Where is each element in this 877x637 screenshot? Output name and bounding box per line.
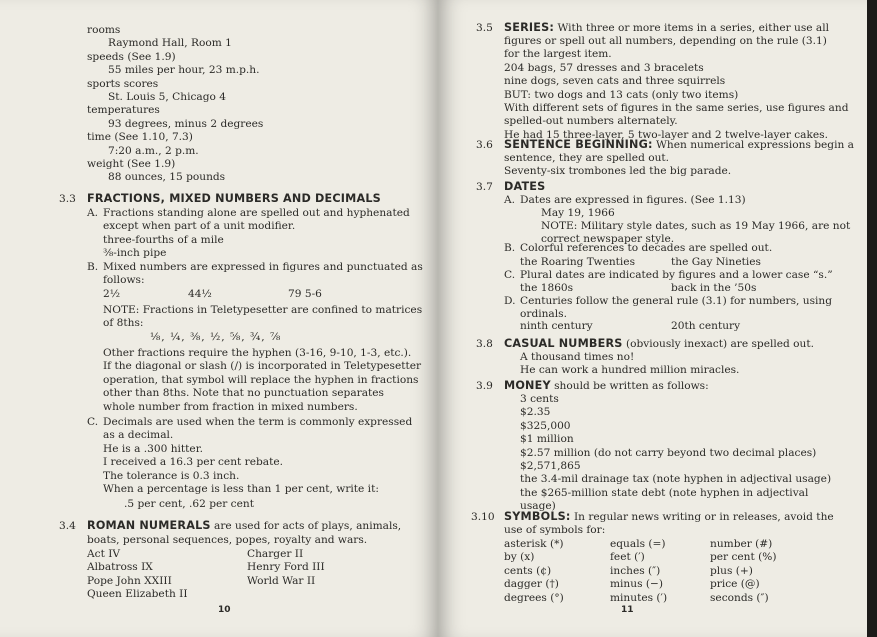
page-number-right: 11 (621, 605, 634, 615)
roman-numerals-intro: ROMAN NUMERALS are used for acts of plays, animals, (87, 519, 402, 532)
item-c-text: Decimals are used when the term is commonly expressed as a decimal. He is a .300 hitter. I received a 16.3 per cent rebate. The tolerance is 0.3 inch. When a percentage is less than 1 per cent, write it: (103, 416, 413, 496)
item-label-a: A. (87, 207, 99, 219)
series-first-line: SERIES: With three or more items in a series, either use all (504, 21, 830, 34)
sentence-beginning-body: sentence, they are spelled out. Seventy-six trombones led the big parade. (504, 152, 732, 178)
list-item-term: rooms (87, 24, 121, 36)
roman-numerals-text: boats, personal sequences, popes, royalty and wars. (87, 534, 368, 546)
section-number-3-4: 3.4 (59, 520, 76, 532)
section-number-3-8: 3.8 (476, 338, 493, 350)
right-page (438, 0, 867, 637)
list-item-example: Raymond Hall, Room 1 (108, 37, 232, 50)
item-b-other: Other fractions require the hyphen (3-16, 9-10, 1-3, etc.). If the diagonal or slash (/) is incorporated in Teletypesetter operation, that symbol will replace the hyphen in fractions other than 8ths. Note that no punctuation separates whole number from fraction in mixed numbers. (103, 347, 422, 413)
symbols-col2: equals (=) feet (′) inches (″) minus (−) minutes (′) (610, 538, 668, 604)
list-item-term: weight (See 1.9) (87, 158, 176, 171)
item-a-text: Fractions standing alone are spelled out and hyphenated except when part of a unit modifier. three-fourths of a mile ⅜-inch pipe (103, 207, 410, 260)
list-item-term: temperatures (87, 104, 160, 117)
percent-example: .5 per cent, .62 per cent (124, 498, 254, 510)
item-b-text: Mixed numbers are expressed in figures and punctuated as follows: (103, 261, 423, 287)
roman-examples-col1: Act IV Albatross IX Pope John XXIII Queen Elizabeth II (87, 548, 188, 601)
item-label-b: B. (504, 242, 516, 254)
section-number-3-9: 3.9 (476, 380, 493, 392)
section-number-3-3: 3.3 (59, 193, 76, 205)
section-number-3-5: 3.5 (476, 22, 493, 34)
book-edge (867, 0, 877, 637)
dates-c-example: back in the ’50s (671, 282, 757, 294)
section-number-3-7: 3.7 (476, 181, 493, 193)
item-label-a: A. (504, 194, 516, 206)
list-item-example: St. Louis 5, Chicago 4 (108, 91, 226, 104)
casual-numbers-first-line: CASUAL NUMBERS (obviously inexact) are spelled out. (504, 337, 814, 350)
symbols-col1: asterisk (*) by (x) cents (¢) dagger (†) degrees (°) (504, 538, 564, 604)
section-heading-series: SERIES: (504, 21, 555, 34)
continued-list (87, 24, 263, 185)
section-heading-symbols: SYMBOLS: (504, 510, 571, 523)
mixed-number-example: 2½ (103, 288, 121, 300)
section-number-3-10: 3.10 (471, 511, 495, 523)
dates-d-text: Centuries follow the general rule (3.1) for numbers, using ordinals. (520, 295, 833, 321)
list-item-example: 7:20 a.m., 2 p.m. (108, 144, 199, 157)
list-item-term: time (See 1.10, 7.3) (87, 131, 193, 144)
section-heading-sentence-beginning: SENTENCE BEGINNING: (504, 138, 653, 151)
mixed-number-example: 44½ (188, 288, 212, 300)
mixed-number-example: 79 5-6 (288, 288, 322, 300)
list-item-term: speeds (See 1.9) (87, 50, 176, 63)
dates-b-example: the Gay Nineties (671, 256, 761, 268)
section-heading-fractions: FRACTIONS, MIXED NUMBERS AND DECIMALS (87, 192, 381, 205)
dates-a-note: NOTE: Military style dates, such as 19 May 1966, are not correct newspaper style. (541, 220, 851, 246)
item-label-d: D. (504, 295, 516, 307)
fractions-note: NOTE: Fractions in Teletypesetter are confined to matrices of 8ths: (103, 304, 423, 330)
fraction-matrices: ⅛, ¼, ⅜, ½, ⅝, ¾, ⅞ (150, 331, 282, 343)
item-label-c: C. (504, 269, 516, 281)
money-examples: 3 cents $2.35 $325,000 $1 million $2.57 million (do not carry beyond two decimal places) $2,571,865 the 3.4-mil drainage tax (note hyphen in adjectival usage) the $265-million state debt (note hyphen in adjectival usage) (520, 393, 832, 513)
dates-c-example: the 1860s (520, 282, 574, 294)
dates-b-example: the Roaring Twenties (520, 256, 636, 268)
dates-c-text: Plural dates are indicated by figures and a lower case “s.” (520, 269, 833, 281)
item-label-b: B. (87, 261, 99, 273)
section-heading-roman-numerals: ROMAN NUMERALS (87, 519, 211, 532)
list-item-example: 88 ounces, 15 pounds (108, 171, 226, 184)
dates-a-example: May 19, 1966 (541, 207, 615, 219)
symbols-col3: number (#) per cent (%) plus (+) price (@) seconds (″) (710, 538, 777, 604)
section-heading-money: MONEY (504, 379, 551, 392)
left-page (0, 0, 438, 637)
dates-b-text: Colorful references to decades are spelled out. (520, 242, 773, 254)
section-number-3-6: 3.6 (476, 139, 493, 151)
dates-a-text: Dates are expressed in figures. (See 1.13) (520, 194, 746, 206)
section-heading-casual-numbers: CASUAL NUMBERS (504, 337, 623, 350)
dates-d-example: ninth century (520, 320, 593, 332)
dates-d-example: 20th century (671, 320, 741, 332)
symbols-second-line: use of symbols for: (504, 524, 606, 536)
section-heading-dates: DATES (504, 180, 546, 193)
list-item-term: sports scores (87, 77, 159, 90)
money-first-line: MONEY should be written as follows: (504, 379, 709, 392)
sentence-beginning-first-line: SENTENCE BEGINNING: When numerical expressions begin a (504, 138, 854, 151)
symbols-first-line: SYMBOLS: In regular news writing or in releases, avoid the (504, 510, 834, 523)
roman-examples-col2: Charger II Henry Ford III World War II (247, 548, 325, 587)
casual-numbers-examples: A thousand times no! He can work a hundred million miracles. (520, 351, 740, 377)
series-body: figures or spell out all numbers, depending on the rule (3.1) for the largest item. 204 bags, 57 dresses and 3 bracelets nine dogs, seven cats and three squirrels BUT: two dogs and 13 cats (only two items) With different sets of figures in the same series, use figures and spelled-out numbers alternately. He had 15 three-layer, 5 two-layer and 2 twelve-layer cakes. (504, 35, 849, 141)
list-item-example: 93 degrees, minus 2 degrees (108, 117, 264, 130)
list-item-example: 55 miles per hour, 23 m.p.h. (108, 64, 260, 77)
page-number-left: 10 (218, 605, 231, 615)
item-label-c: C. (87, 416, 99, 428)
